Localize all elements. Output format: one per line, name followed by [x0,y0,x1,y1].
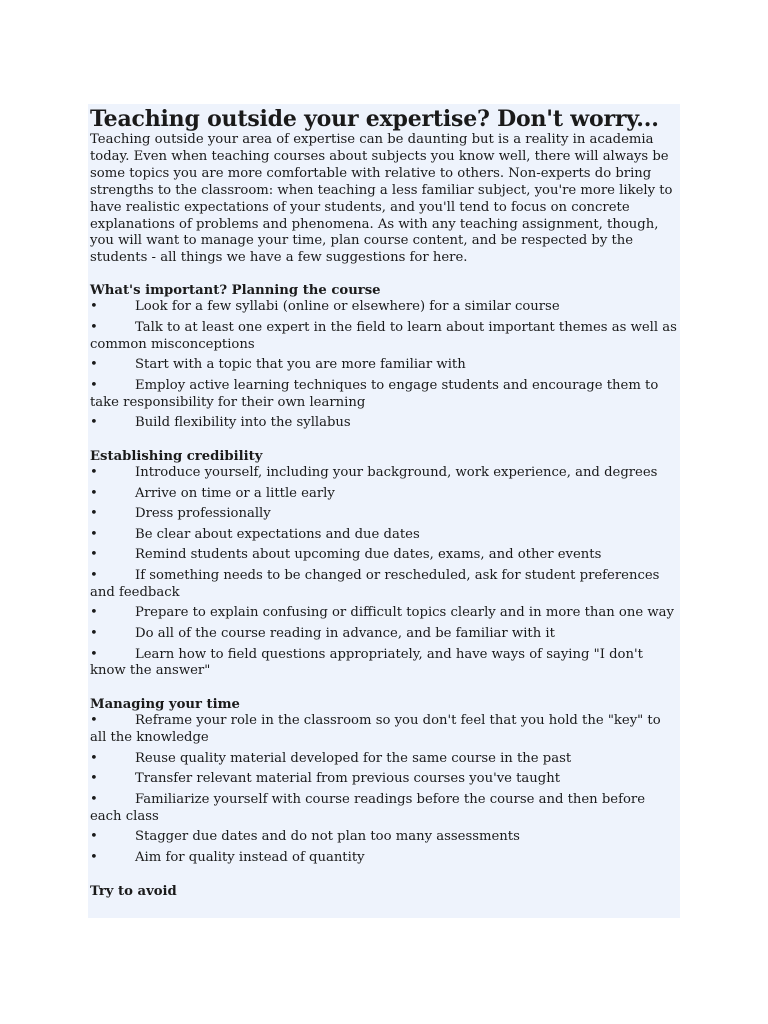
list-item [90,299,678,316]
bullet-icon: • [90,750,98,766]
list-item [90,378,678,412]
document-page [88,104,680,918]
bullet-icon: • [90,713,98,729]
list-item-text: Dress professionally [135,506,271,522]
section-managing-time [90,696,678,866]
list-item [90,792,678,826]
section-heading: What's important? Planning the course [90,283,381,299]
list-item-text: Prepare to explain confusing or difficult topics clearly and in more than one way [135,605,674,621]
bullet-icon: • [90,849,98,865]
list-item [90,626,678,643]
bullet-icon: • [90,646,98,662]
section-heading: Managing your time [90,697,240,713]
document-title: Teaching outside your expertise? Don't worry... [90,106,659,132]
bullet-icon: • [90,829,98,845]
bullet-icon: • [90,526,98,542]
list-item-text: Reframe your role in the classroom so you don't feel that you hold the "key" to all the knowledge [90,713,661,745]
bullet-icon: • [90,377,98,393]
list-item-text: Talk to at least one expert in the field to learn about important themes as well as common misconceptions [90,319,677,352]
section-planning [90,282,678,432]
bullet-icon: • [90,791,98,807]
list-item-text: Aim for quality instead of quantity [135,849,365,865]
bullet-icon: • [90,415,98,431]
bullet-icon: • [90,506,98,522]
list-item [90,415,678,432]
bullet-icon: • [90,485,98,501]
bullet-icon: • [90,319,98,335]
list-item-text: Arrive on time or a little early [135,485,335,501]
bullet-list [90,299,678,432]
list-item-text: Reuse quality material developed for the same course in the past [135,750,572,766]
list-item-text: Start with a topic that you are more familiar with [135,357,466,373]
list-item [90,527,678,544]
bullet-icon: • [90,357,98,373]
list-item-text: Learn how to field questions appropriately, and have ways of saying "I don't know the answer" [90,646,643,679]
list-item-text: Do all of the course reading in advance, and be familiar with it [135,625,555,641]
list-item [90,829,678,846]
intro-paragraph: Teaching outside your area of expertise can be daunting but is a reality in academia today. Even when teaching courses about subjects you know well, there will always be some topics you are more comfortable with relative to others. Non-experts do bring strengths to the classroom: when teaching a less familiar subject, you're more likely to have realistic expectations of your students, and you'll tend to focus on concrete explanations of problems and phenomena. As with any teaching assignment, though, you will want to manage your time, plan course content, and be respected by the students - all things we have a few suggestions for here. [90,132,673,266]
bullet-list [90,465,678,680]
list-item [90,850,678,867]
list-item [90,506,678,523]
list-item [90,465,678,482]
list-item [90,605,678,622]
list-item-text: Introduce yourself, including your background, work experience, and degrees [135,465,658,481]
bullet-icon: • [90,625,98,641]
list-item-text: Build flexibility into the syllabus [135,415,351,431]
list-item [90,547,678,564]
list-item-text: Stagger due dates and do not plan too many assessments [135,829,520,845]
list-item-text: Transfer relevant material from previous courses you've taught [135,771,561,787]
list-item-text: Look for a few syllabi (online or elsewhere) for a similar course [135,299,560,315]
bullet-icon: • [90,605,98,621]
list-item-text: Remind students about upcoming due dates, exams, and other events [135,547,602,563]
list-item-text: Be clear about expectations and due dates [135,526,420,542]
list-item [90,357,678,374]
bullet-icon: • [90,299,98,315]
list-item [90,320,678,354]
bullet-icon: • [90,547,98,563]
section-heading: Try to avoid [90,883,177,899]
list-item-text: Employ active learning techniques to engage students and encourage them to take responsibility for their own learning [90,377,659,410]
section-heading: Establishing credibility [90,449,263,465]
list-item [90,771,678,788]
list-item [90,568,678,602]
bullet-icon: • [90,567,98,583]
list-item [90,713,678,747]
list-item [90,486,678,503]
section-credibility [90,448,678,680]
list-item [90,647,678,681]
bullet-list [90,713,678,866]
list-item-text: Familiarize yourself with course readings before the course and then before each class [90,791,646,824]
list-item-text: If something needs to be changed or rescheduled, ask for student preferences and feedback [90,567,660,600]
bullet-icon: • [90,771,98,787]
section-try-to-avoid [90,883,678,900]
bullet-icon: • [90,465,98,481]
list-item [90,751,678,768]
